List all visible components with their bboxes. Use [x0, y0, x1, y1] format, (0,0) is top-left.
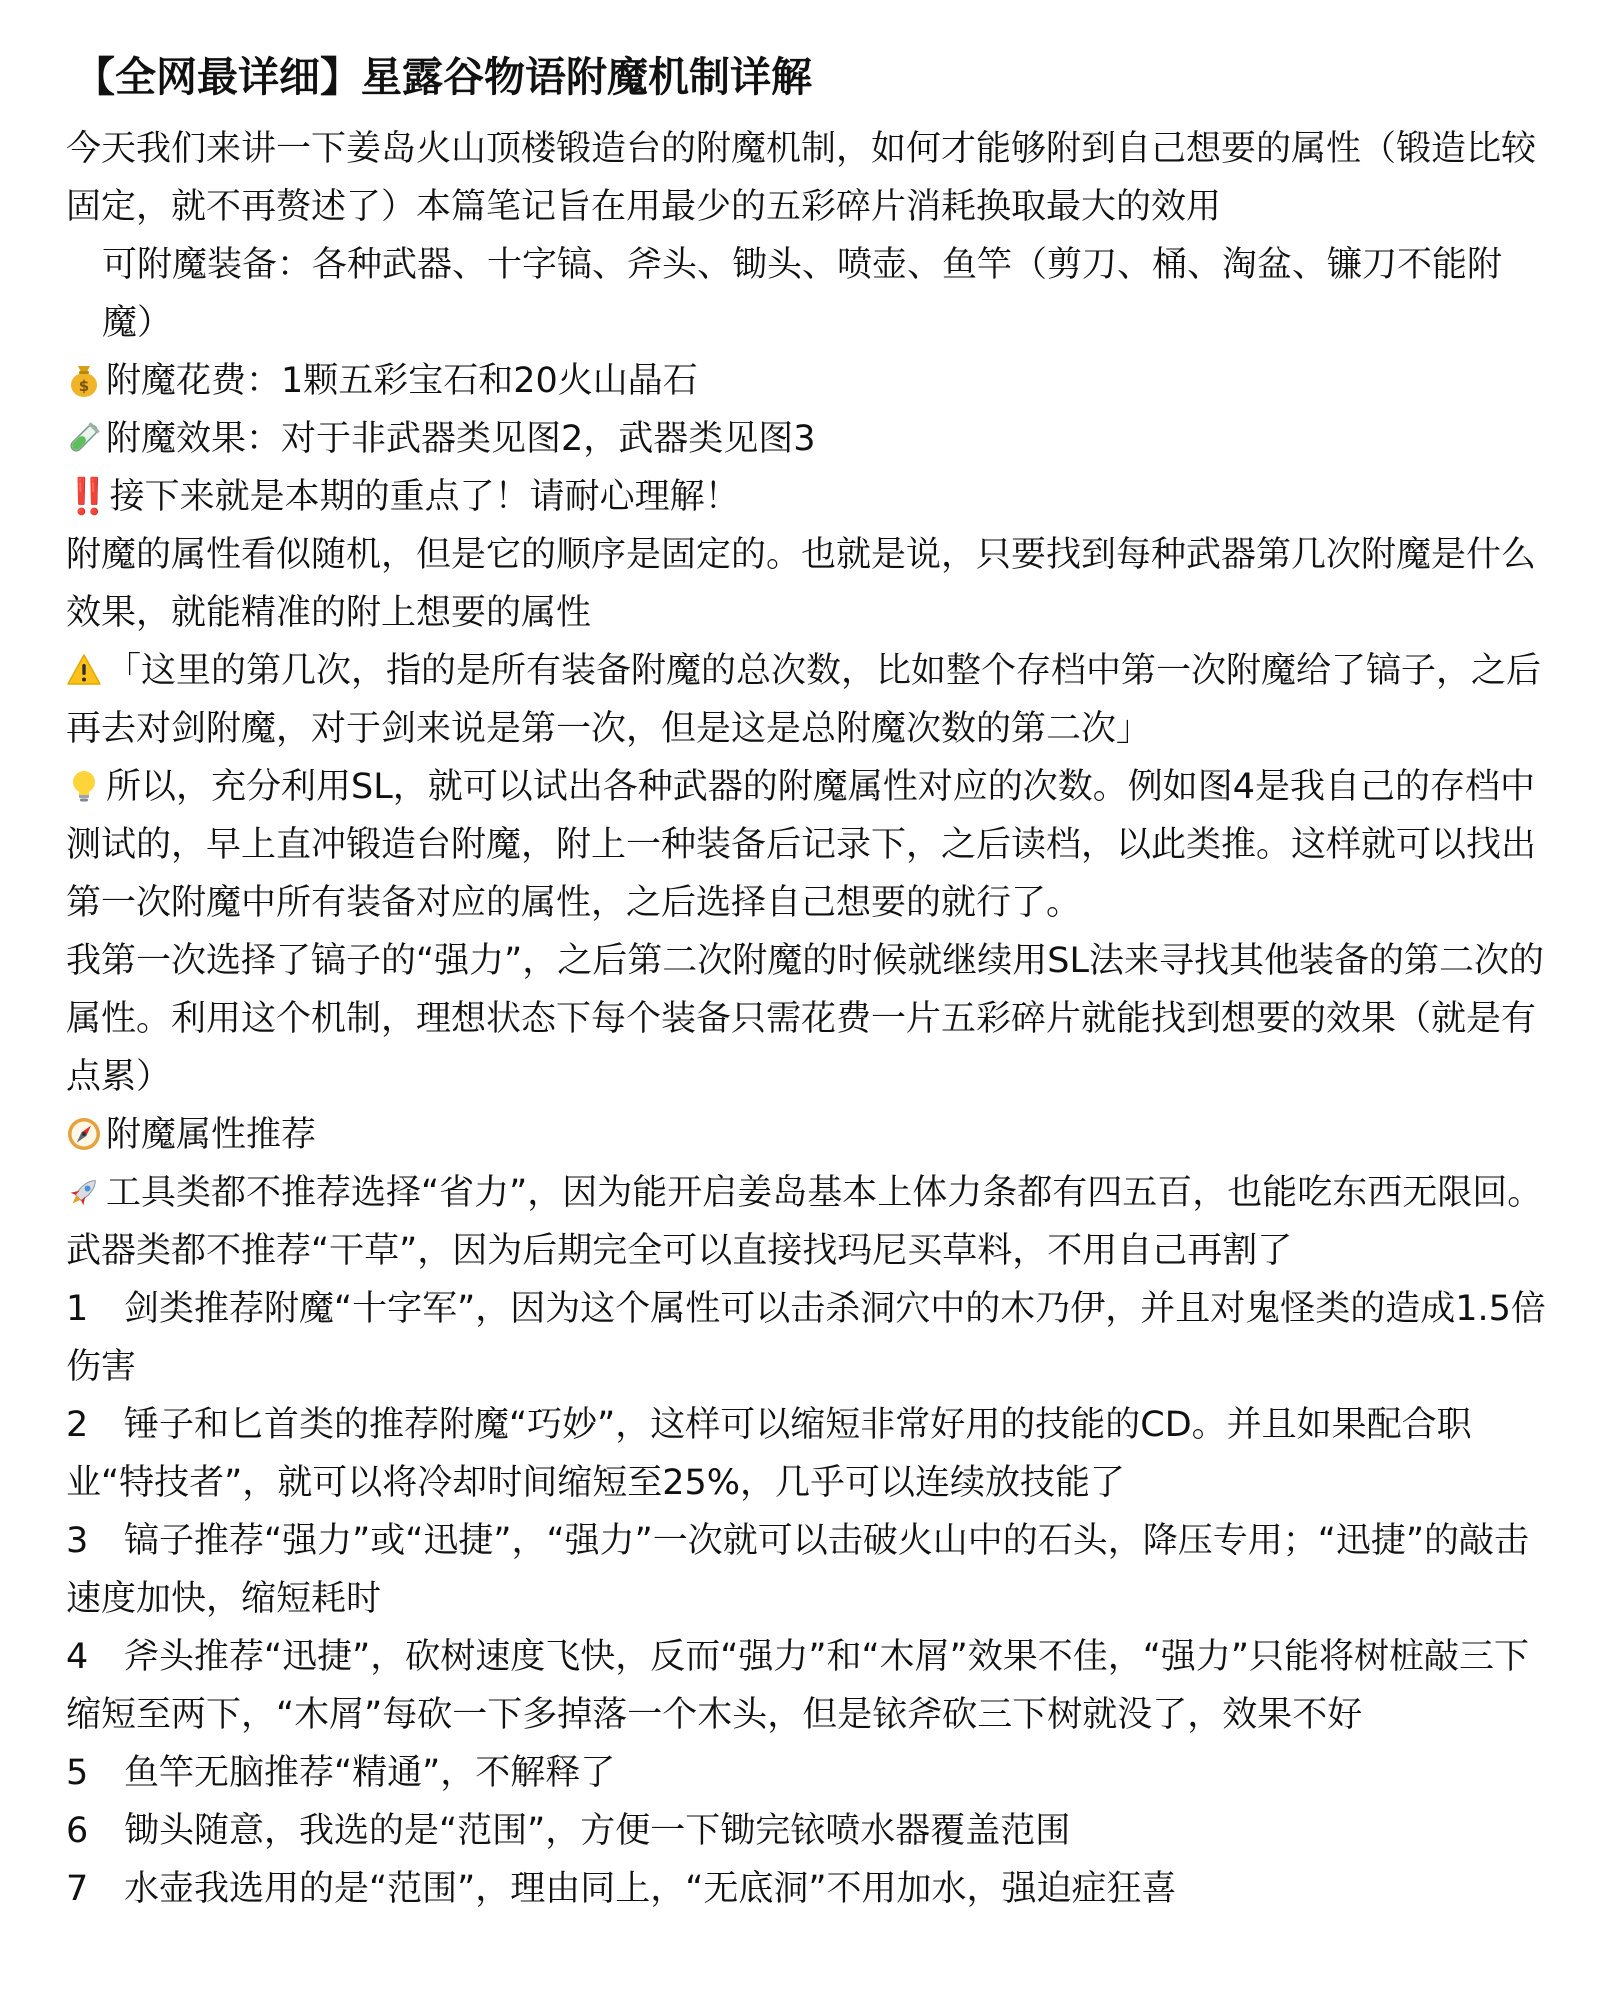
- tip-paragraph: [66, 758, 1546, 932]
- intro-paragraph: 今天我们来讲一下姜岛火山顶楼锻造台的附魔机制，如何才能够附到自己想要的属性（锻造比较固定，就不再赘述了）本篇笔记旨在用最少的五彩碎片消耗换取最大的效用: [66, 129, 1537, 227]
- warning-paragraph: [66, 642, 1546, 758]
- test-tube-icon: [66, 420, 102, 456]
- list-item-number: 7: [66, 1869, 89, 1909]
- list-item: [66, 1280, 1546, 1396]
- list-item: [66, 1802, 1546, 1860]
- list-item-text: 鱼竿无脑推荐“精通”，不解释了: [124, 1753, 616, 1793]
- list-item-text: 锄头随意，我选的是“范围”，方便一下锄完铱喷水器覆盖范围: [124, 1811, 1071, 1851]
- svg-text:$: $: [78, 377, 90, 395]
- warning-text: 「这里的第几次，指的是所有装备附魔的总次数，比如整个存档中第一次附魔给了镐子，之后再去对剑附魔，对于剑来说是第一次，但是这是总附魔次数的第二次」: [66, 651, 1542, 749]
- money-bag-icon: [66, 362, 102, 398]
- light-bulb-icon: [66, 768, 102, 804]
- list-item: [66, 1744, 1546, 1802]
- focus-paragraph: ‼️接下来就是本期的重点了！请耐心理解！: [66, 477, 740, 517]
- general-text: 工具类都不推荐选择“省力”，因为能开启姜岛基本上体力条都有四五百，也能吃东西无限回。武器类都不推荐“干草”，因为后期完全可以直接找玛尼买草料，不用自己再割了: [66, 1173, 1543, 1271]
- list-item: [66, 1396, 1546, 1512]
- list-item-text: 斧头推荐“迅捷”，砍树速度飞快，反而“强力”和“木屑”效果不佳，“强力”只能将树桩敲三下缩短至两下，“木屑”每砍一下多掉落一个木头，但是铱斧砍三下树就没了，效果不好: [66, 1637, 1530, 1735]
- recommend-header-text: 附魔属性推荐: [106, 1115, 317, 1155]
- recommend-header-paragraph: [66, 1106, 1546, 1164]
- effect-text: 附魔效果：对于非武器类见图2，武器类见图3: [106, 419, 816, 459]
- list-item-number: 6: [66, 1811, 89, 1851]
- list-item: [66, 1860, 1546, 1918]
- list-item-number: 5: [66, 1753, 89, 1793]
- equipment-paragraph: 可附魔装备：各种武器、十字镐、斧头、锄头、喷壶、鱼竿（剪刀、桶、淘盆、镰刀不能附魔）: [102, 245, 1503, 343]
- tip-text: 所以，充分利用SL，就可以试出各种武器的附魔属性对应的次数。例如图4是我自己的存档中测试的，早上直冲锻造台附魔，附上一种装备后记录下，之后读档，以此类推。这样就可以找出第一次附魔中所有装备对应的属性，之后选择自己想要的就行了。: [66, 767, 1537, 923]
- general-paragraph: [66, 1164, 1546, 1280]
- cost-text: 附魔花费：1颗五彩宝石和20火山晶石: [106, 361, 698, 401]
- cost-paragraph: [66, 352, 1546, 410]
- compass-icon: [66, 1116, 102, 1152]
- list-item-number: 2: [66, 1405, 89, 1445]
- list-item: [66, 1512, 1546, 1628]
- example-paragraph: 我第一次选择了镐子的“强力”，之后第二次附魔的时候就继续用SL法来寻找其他装备的第二次的属性。利用这个机制，理想状态下每个装备只需花费一片五彩碎片就能找到想要的效果（就是有点累）: [66, 941, 1544, 1097]
- list-item-text: 镐子推荐“强力”或“迅捷”，“强力”一次就可以击破火山中的石头，降压专用；“迅捷”的敲击速度加快，缩短耗时: [66, 1521, 1530, 1619]
- list-item-text: 锤子和匕首类的推荐附魔“巧妙”，这样可以缩短非常好用的技能的CD。并且如果配合职业“特技者”，就可以将冷却时间缩短至25%，几乎可以连续放技能了: [66, 1405, 1472, 1503]
- list-item-number: 3: [66, 1521, 89, 1561]
- list-item-number: 4: [66, 1637, 89, 1677]
- list-item: [66, 1628, 1546, 1744]
- warning-icon: [66, 652, 102, 688]
- note-page: [66, 52, 1546, 1918]
- list-item-text: 水壶我选用的是“范围”，理由同上，“无底洞”不用加水，强迫症狂喜: [124, 1869, 1177, 1909]
- list-item-text: 剑类推荐附魔“十字军”，因为这个属性可以击杀洞穴中的木乃伊，并且对鬼怪类的造成1.5倍伤害: [66, 1289, 1546, 1387]
- effect-paragraph: [66, 410, 1546, 468]
- note-title: 【全网最详细】星露谷物语附魔机制详解: [74, 53, 812, 101]
- list-item-number: 1: [66, 1289, 89, 1329]
- rocket-icon: [66, 1174, 102, 1210]
- mechanic-paragraph: 附魔的属性看似随机，但是它的顺序是固定的。也就是说，只要找到每种武器第几次附魔是什么效果，就能精准的附上想要的属性: [66, 535, 1537, 633]
